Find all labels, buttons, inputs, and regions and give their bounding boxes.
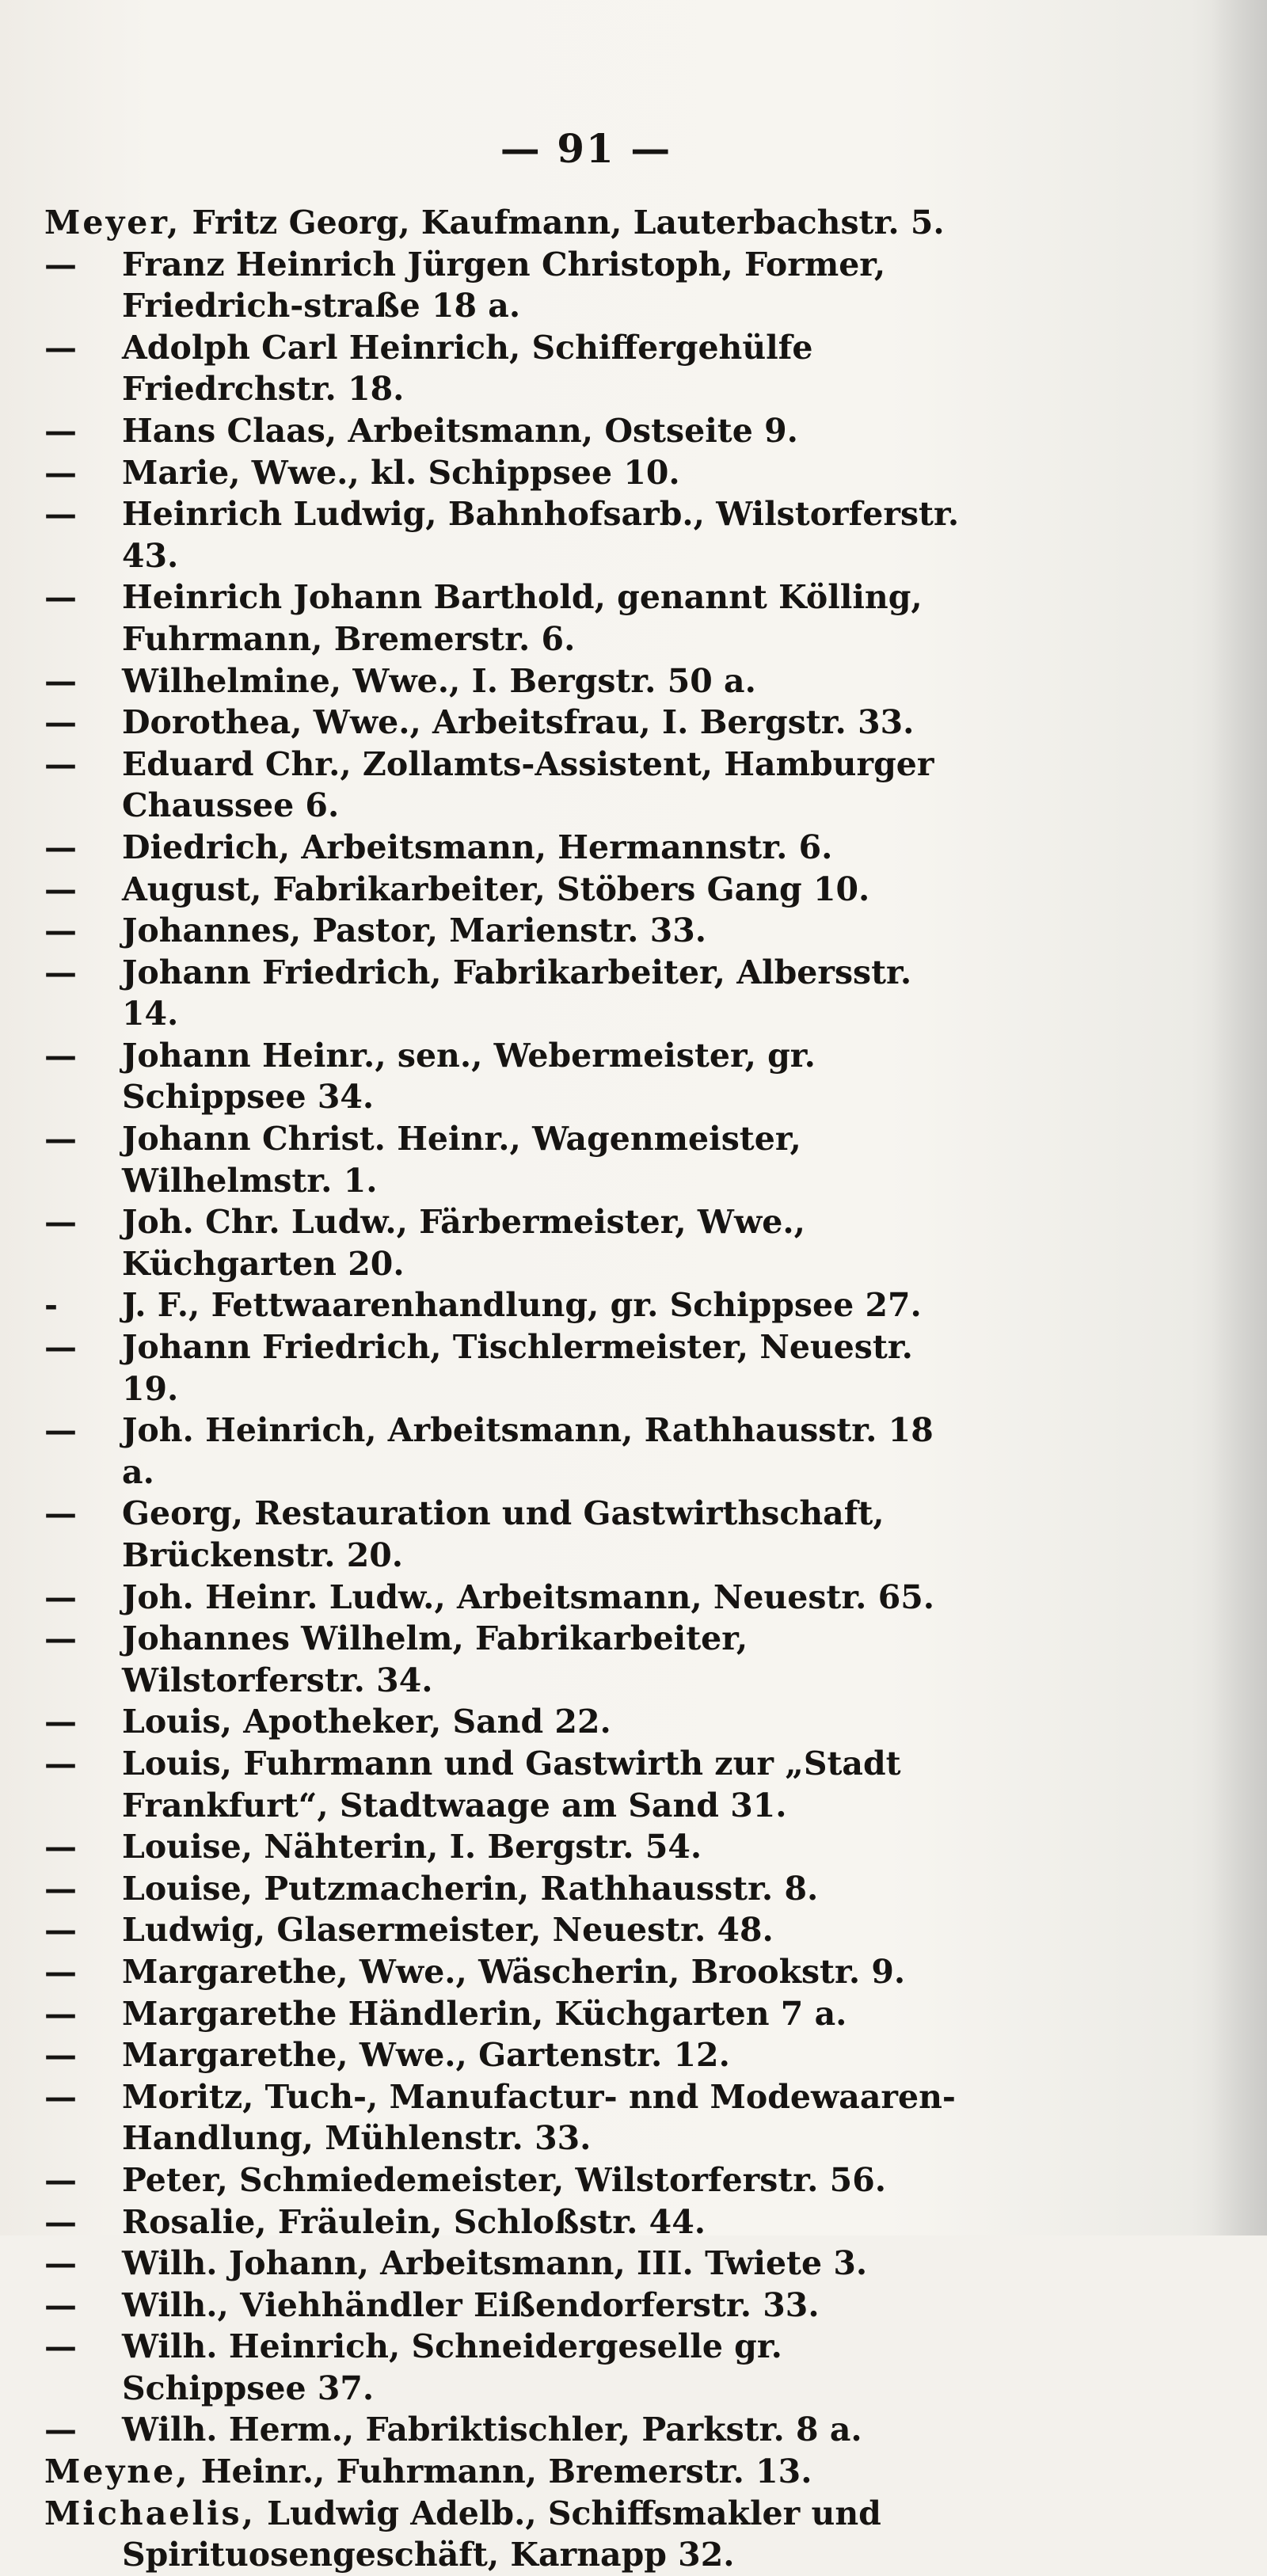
directory-entry (44, 576, 975, 660)
entry-dash: — (44, 661, 77, 700)
directory-entry (44, 2034, 975, 2076)
entry-dash: — (44, 2077, 77, 2116)
entry-text: Louis, Fuhrmann und Gastwirth zur „Stadt Frankfurt“, Stadtwaage am Sand 31. (122, 1744, 901, 1825)
directory-entry (44, 1493, 975, 1576)
entry-text: Louis, Apotheker, Sand 22. (122, 1703, 611, 1741)
entry-text: Joh. Chr. Ludw., Färbermeister, Wwe., Küchgarten 20. (122, 1203, 805, 1283)
directory-entry (44, 1410, 975, 1493)
entry-dash: — (44, 2202, 77, 2241)
entry-dash: — (44, 245, 77, 283)
entry-dash: — (44, 1994, 77, 2033)
entry-text: Wilh., Viehhändler Eißendorferstr. 33. (122, 2285, 820, 2324)
directory-entry (44, 1701, 975, 1743)
entry-text: Johann Friedrich, Fabrikarbeiter, Albersstr. 14. (122, 953, 912, 1033)
entry-text: Georg, Restauration und Gastwirthschaft, Brückenstr. 20. (122, 1494, 885, 1574)
entry-dash: — (44, 2410, 77, 2449)
entry-text: Johannes, Pastor, Marienstr. 33. (122, 911, 707, 950)
entry-text: Margarethe, Wwe., Gartenstr. 12. (122, 2036, 730, 2075)
entry-dash: — (44, 1952, 77, 1991)
entry-text: Rosalie, Fräulein, Schloßstr. 44. (122, 2202, 706, 2241)
directory-entry (44, 744, 975, 827)
entry-dash: — (44, 1828, 77, 1866)
entry-dash: — (44, 953, 77, 991)
entry-text: Wilhelmine, Wwe., I. Bergstr. 50 a. (122, 661, 756, 700)
entry-text: Franz Heinrich Jürgen Christoph, Former, Friedrich-straße 18 a. (122, 245, 886, 325)
entry-dash: — (44, 1203, 77, 1242)
entry-dash: — (44, 453, 77, 492)
directory-entry (44, 1201, 975, 1284)
entry-text: Marie, Wwe., kl. Schippsee 10. (122, 453, 680, 492)
entry-dash: — (44, 495, 77, 534)
directory-entry (44, 952, 975, 1035)
directory-entry (44, 2285, 975, 2327)
entry-text: Margarethe Händlerin, Küchgarten 7 a. (122, 1994, 847, 2033)
directory-entries (44, 202, 975, 2576)
entry-dash: — (44, 2036, 77, 2075)
entry-dash: — (44, 1328, 77, 1367)
entry-dash: — (44, 2244, 77, 2283)
entry-text: Peter, Schmiedemeister, Wilstorferstr. 56. (122, 2160, 887, 2199)
entry-text: Diedrich, Arbeitsmann, Hermannstr. 6. (122, 828, 833, 866)
directory-entry (44, 702, 975, 744)
directory-entry (44, 910, 975, 952)
entry-text: Hans Claas, Arbeitsmann, Ostseite 9. (122, 411, 798, 450)
entry-surname: Meyne, (44, 2452, 190, 2491)
directory-entry (44, 452, 975, 494)
directory-entry (44, 202, 975, 244)
entry-text: Heinrich Ludwig, Bahnhofsarb., Wilstorferstr. 43. (122, 495, 960, 575)
entry-dash: — (44, 1619, 77, 1658)
entry-text: Margarethe, Wwe., Wäscherin, Brookstr. 9. (122, 1952, 906, 1991)
directory-entry (44, 1743, 975, 1826)
directory-entry (44, 660, 975, 702)
entry-dash: — (44, 1494, 77, 1533)
entry-dash: — (44, 744, 77, 783)
directory-entry (44, 2451, 975, 2493)
entry-text: Heinr., Fuhrmann, Bremerstr. 13. (189, 2452, 812, 2491)
directory-entry (44, 493, 975, 576)
directory-entry (44, 869, 975, 911)
entry-text: Wilh. Johann, Arbeitsmann, III. Twiete 3. (122, 2244, 868, 2283)
entry-surname: Michaelis, (44, 2494, 256, 2532)
entry-dash: — (44, 1036, 77, 1075)
entry-text: Moritz, Tuch-, Manufactur- nnd Modewaaren-Handlung, Mühlenstr. 33. (122, 2077, 956, 2158)
entry-text: Louise, Putzmacherin, Rathhausstr. 8. (122, 1869, 819, 1908)
entry-text: Louise, Nähterin, I. Bergstr. 54. (122, 1828, 702, 1866)
entry-dash: — (44, 2285, 77, 2324)
directory-entry (44, 1035, 975, 1118)
entry-dash: — (44, 2327, 77, 2366)
entry-dash: — (44, 828, 77, 866)
entry-dash: — (44, 411, 77, 450)
entry-text: Johann Heinr., sen., Webermeister, gr. Schippsee 34. (122, 1036, 816, 1117)
directory-entry (44, 1577, 975, 1619)
directory-entry (44, 410, 975, 452)
directory-entry (44, 1951, 975, 1993)
entry-text: Johann Christ. Heinr., Wagenmeister, Wilhelmstr. 1. (122, 1120, 801, 1200)
entry-dash: — (44, 1744, 77, 1783)
entry-dash: — (44, 703, 77, 742)
entry-text: Heinrich Johann Barthold, genannt Kölling, Fuhrmann, Bremerstr. 6. (122, 578, 923, 658)
directory-entry (44, 2409, 975, 2451)
directory-entry (44, 1618, 975, 1701)
entry-dash: - (44, 1286, 59, 1325)
entry-text: Johann Friedrich, Tischlermeister, Neuestr. 19. (122, 1328, 913, 1408)
entry-text: Adolph Carl Heinrich, Schiffergehülfe Friedrchstr. 18. (122, 328, 813, 409)
entry-text: Joh. Heinr. Ludw., Arbeitsmann, Neuestr. 65. (122, 1577, 935, 1616)
entry-text: Fritz Georg, Kaufmann, Lauterbachstr. 5. (181, 204, 945, 242)
entry-dash: — (44, 869, 77, 908)
directory-entry (44, 1118, 975, 1201)
entry-dash: — (44, 578, 77, 617)
entry-text: Ludwig Adelb., Schiffsmakler und Spirituosengeschäft, Karnapp 32. (122, 2494, 881, 2574)
directory-entry (44, 1326, 975, 1410)
entry-text: Wilh. Herm., Fabriktischler, Parkstr. 8 a. (122, 2410, 862, 2449)
directory-entry (44, 1826, 975, 1868)
entry-dash: — (44, 1911, 77, 1950)
entry-text: Ludwig, Glasermeister, Neuestr. 48. (122, 1911, 774, 1950)
directory-entry (44, 1284, 975, 1326)
entry-dash: — (44, 1703, 77, 1741)
directory-entry (44, 1909, 975, 1951)
directory-entry (44, 244, 975, 327)
directory-entry (44, 2493, 975, 2576)
entry-text: J. F., Fettwaarenhandlung, gr. Schippsee 27. (122, 1286, 922, 1325)
entry-dash: — (44, 1120, 77, 1159)
entry-text: Dorothea, Wwe., Arbeitsfrau, I. Bergstr. 33. (122, 703, 915, 742)
entry-text: Wilh. Heinrich, Schneidergeselle gr. Schippsee 37. (122, 2327, 782, 2407)
entry-text: Joh. Heinrich, Arbeitsmann, Rathhausstr. 18 a. (122, 1411, 934, 1491)
directory-entry (44, 327, 975, 410)
directory-entry (44, 2201, 975, 2243)
page-number: — 91 — (500, 125, 672, 172)
entry-dash: — (44, 1411, 77, 1450)
directory-entry (44, 827, 975, 869)
directory-entry (44, 1868, 975, 1910)
entry-surname: Meyer, (44, 204, 181, 242)
entry-dash: — (44, 2160, 77, 2199)
entry-text: August, Fabrikarbeiter, Stöbers Gang 10. (122, 869, 870, 908)
directory-entry (44, 2076, 975, 2159)
entry-dash: — (44, 1869, 77, 1908)
entry-text: Johannes Wilhelm, Fabrikarbeiter, Wilstorferstr. 34. (122, 1619, 748, 1699)
entry-dash: — (44, 1577, 77, 1616)
entry-text: Eduard Chr., Zollamts-Assistent, Hamburger Chaussee 6. (122, 744, 934, 825)
directory-entry (44, 2326, 975, 2409)
entry-dash: — (44, 911, 77, 950)
directory-entry (44, 2159, 975, 2201)
directory-entry (44, 1993, 975, 2035)
entry-dash: — (44, 328, 77, 367)
directory-entry (44, 2243, 975, 2285)
